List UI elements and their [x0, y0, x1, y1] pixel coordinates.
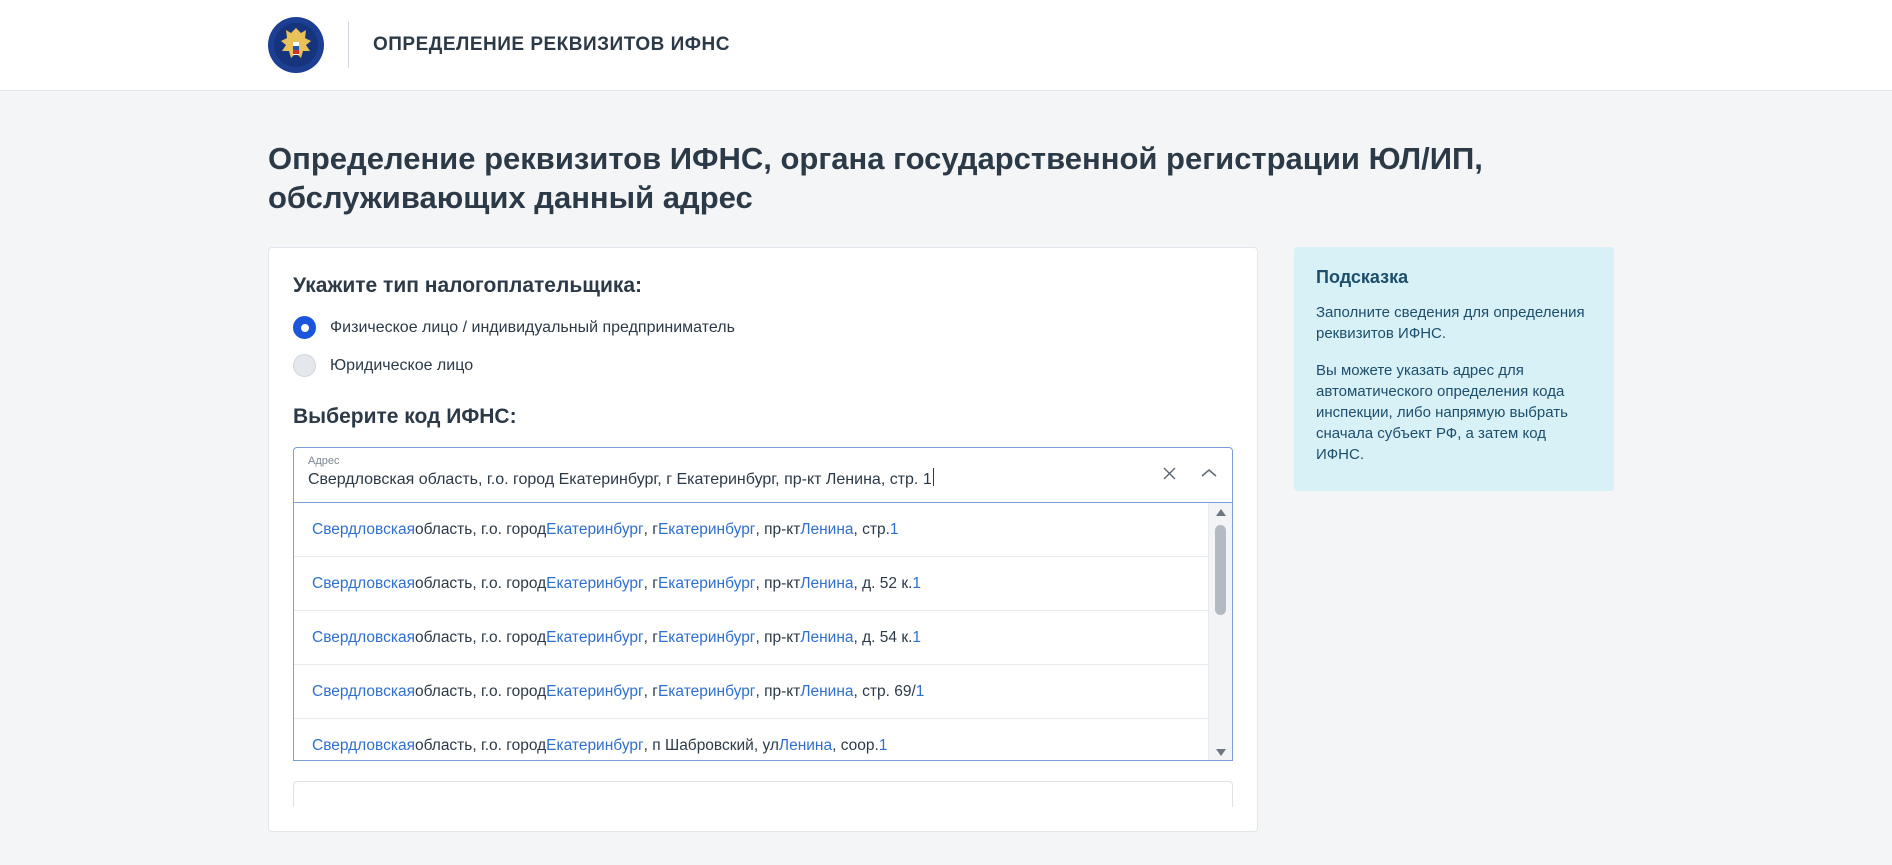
suggestion-part: 1	[915, 682, 925, 700]
suggestion-part: Свердловская	[312, 574, 415, 592]
suggestion-part: Ленина	[800, 574, 854, 592]
site-header	[0, 0, 1892, 91]
suggestion-part: Екатеринбург	[546, 628, 644, 646]
suggestion-part: Свердловская	[312, 628, 415, 646]
suggestion-part: область, г.о. город	[414, 737, 547, 754]
suggestion-part: , г	[643, 682, 658, 700]
suggestion-part: , г	[643, 574, 658, 592]
radio-label-individual: Физическое лицо / индивидуальный предприниматель	[330, 318, 735, 336]
chevron-up-icon[interactable]	[1198, 462, 1220, 484]
radio-option-legal-entity[interactable]	[293, 354, 1233, 377]
hint-title: Подсказка	[1316, 267, 1409, 287]
suggestion-part: , п Шабровский, ул	[643, 737, 779, 754]
suggestion-part: , пр-кт	[755, 682, 801, 700]
suggestion-part: Екатеринбург	[546, 682, 644, 700]
dropdown-scrollbar[interactable]	[1208, 503, 1232, 761]
suggestion-part: Екатеринбург	[546, 574, 644, 592]
hint-paragraph: Заполните сведения для определения реквизитов ИФНС.	[1316, 304, 1585, 342]
suggestion-part: , стр. 69/	[853, 682, 916, 700]
header-title: ОПРЕДЕЛЕНИЕ РЕКВИЗИТОВ ИФНС	[373, 34, 730, 55]
suggestion-part: область, г.о. город	[414, 682, 547, 700]
suggestion-part: , стр.	[853, 520, 890, 538]
suggestion-part: Свердловская	[312, 520, 415, 538]
suggestion-part: область, г.о. город	[414, 574, 547, 592]
list-item[interactable]	[294, 557, 1208, 611]
address-suggestions-list	[294, 503, 1208, 761]
address-combobox	[293, 447, 1233, 761]
suggestion-part: Екатеринбург	[546, 520, 644, 538]
address-field-actions	[1158, 462, 1220, 484]
header-divider	[348, 22, 349, 68]
address-field-caption: Адрес	[308, 455, 340, 467]
suggestion-part: , пр-кт	[755, 628, 801, 646]
russian-coat-of-arms-icon	[268, 17, 324, 73]
radio-option-individual[interactable]	[293, 316, 1233, 339]
suggestion-part: 1	[889, 520, 899, 538]
suggestion-part: 1	[878, 737, 888, 754]
chevron-up-icon[interactable]	[1209, 503, 1233, 521]
suggestion-part: Ленина	[800, 628, 854, 646]
suggestion-part: Екатеринбург	[657, 574, 756, 592]
radio-indicator-legal-entity[interactable]	[293, 354, 316, 377]
text-caret	[933, 468, 934, 486]
taxpayer-section-title: Укажите тип налогоплательщика:	[293, 274, 643, 297]
radio-indicator-individual[interactable]	[293, 316, 316, 339]
ifns-section-title: Выберите код ИФНС:	[293, 405, 517, 428]
suggestion-part: Ленина	[778, 737, 833, 754]
page-content	[0, 139, 1892, 832]
content-columns	[268, 247, 1892, 832]
suggestion-part: область, г.о. город	[414, 628, 547, 646]
scrollbar-thumb[interactable]	[1215, 525, 1226, 615]
list-item[interactable]	[294, 503, 1208, 557]
suggestion-part: , пр-кт	[755, 520, 801, 538]
suggestion-part: , пр-кт	[755, 574, 801, 592]
list-item[interactable]	[294, 611, 1208, 665]
suggestion-part: Екатеринбург	[657, 682, 756, 700]
next-field-placeholder[interactable]	[293, 781, 1233, 807]
suggestion-part: Екатеринбург	[657, 520, 756, 538]
hint-panel	[1294, 247, 1614, 491]
suggestion-part: область, г.о. город	[414, 520, 547, 538]
suggestion-part: , соор.	[832, 737, 879, 754]
page-title: Определение реквизитов ИФНС, органа государственной регистрации ЮЛ/ИП, обслуживающих данный адрес	[268, 141, 1483, 215]
suggestion-part: Свердловская	[312, 737, 415, 754]
chevron-down-icon[interactable]	[1209, 743, 1233, 761]
form-card	[268, 247, 1258, 832]
suggestion-part: , д. 54 к.	[853, 628, 913, 646]
suggestion-part: 1	[912, 628, 922, 646]
suggestion-part: , д. 52 к.	[853, 574, 913, 592]
list-item[interactable]	[294, 665, 1208, 719]
radio-label-legal-entity: Юридическое лицо	[330, 356, 474, 374]
suggestion-part: Ленина	[800, 520, 854, 538]
address-suggestions-dropdown	[293, 503, 1233, 761]
suggestion-part: , г	[643, 628, 658, 646]
close-icon[interactable]	[1158, 462, 1180, 484]
suggestion-part: Свердловская	[312, 682, 415, 700]
address-input[interactable]: Свердловская область, г.о. город Екатеринбург, г Екатеринбург, пр-кт Ленина, стр. 1	[308, 471, 932, 488]
suggestion-part: Ленина	[800, 682, 854, 700]
suggestion-part: 1	[912, 574, 922, 592]
hint-paragraph: Вы можете указать адрес для автоматического определения кода инспекции, либо напрямую выбрать сначала субъект РФ, а затем код ИФНС.	[1316, 362, 1568, 463]
suggestion-part: , г	[643, 520, 658, 538]
suggestion-part: Екатеринбург	[546, 737, 644, 754]
suggestion-part: Екатеринбург	[657, 628, 756, 646]
address-input-container[interactable]	[293, 447, 1233, 503]
list-item[interactable]	[294, 719, 1208, 761]
